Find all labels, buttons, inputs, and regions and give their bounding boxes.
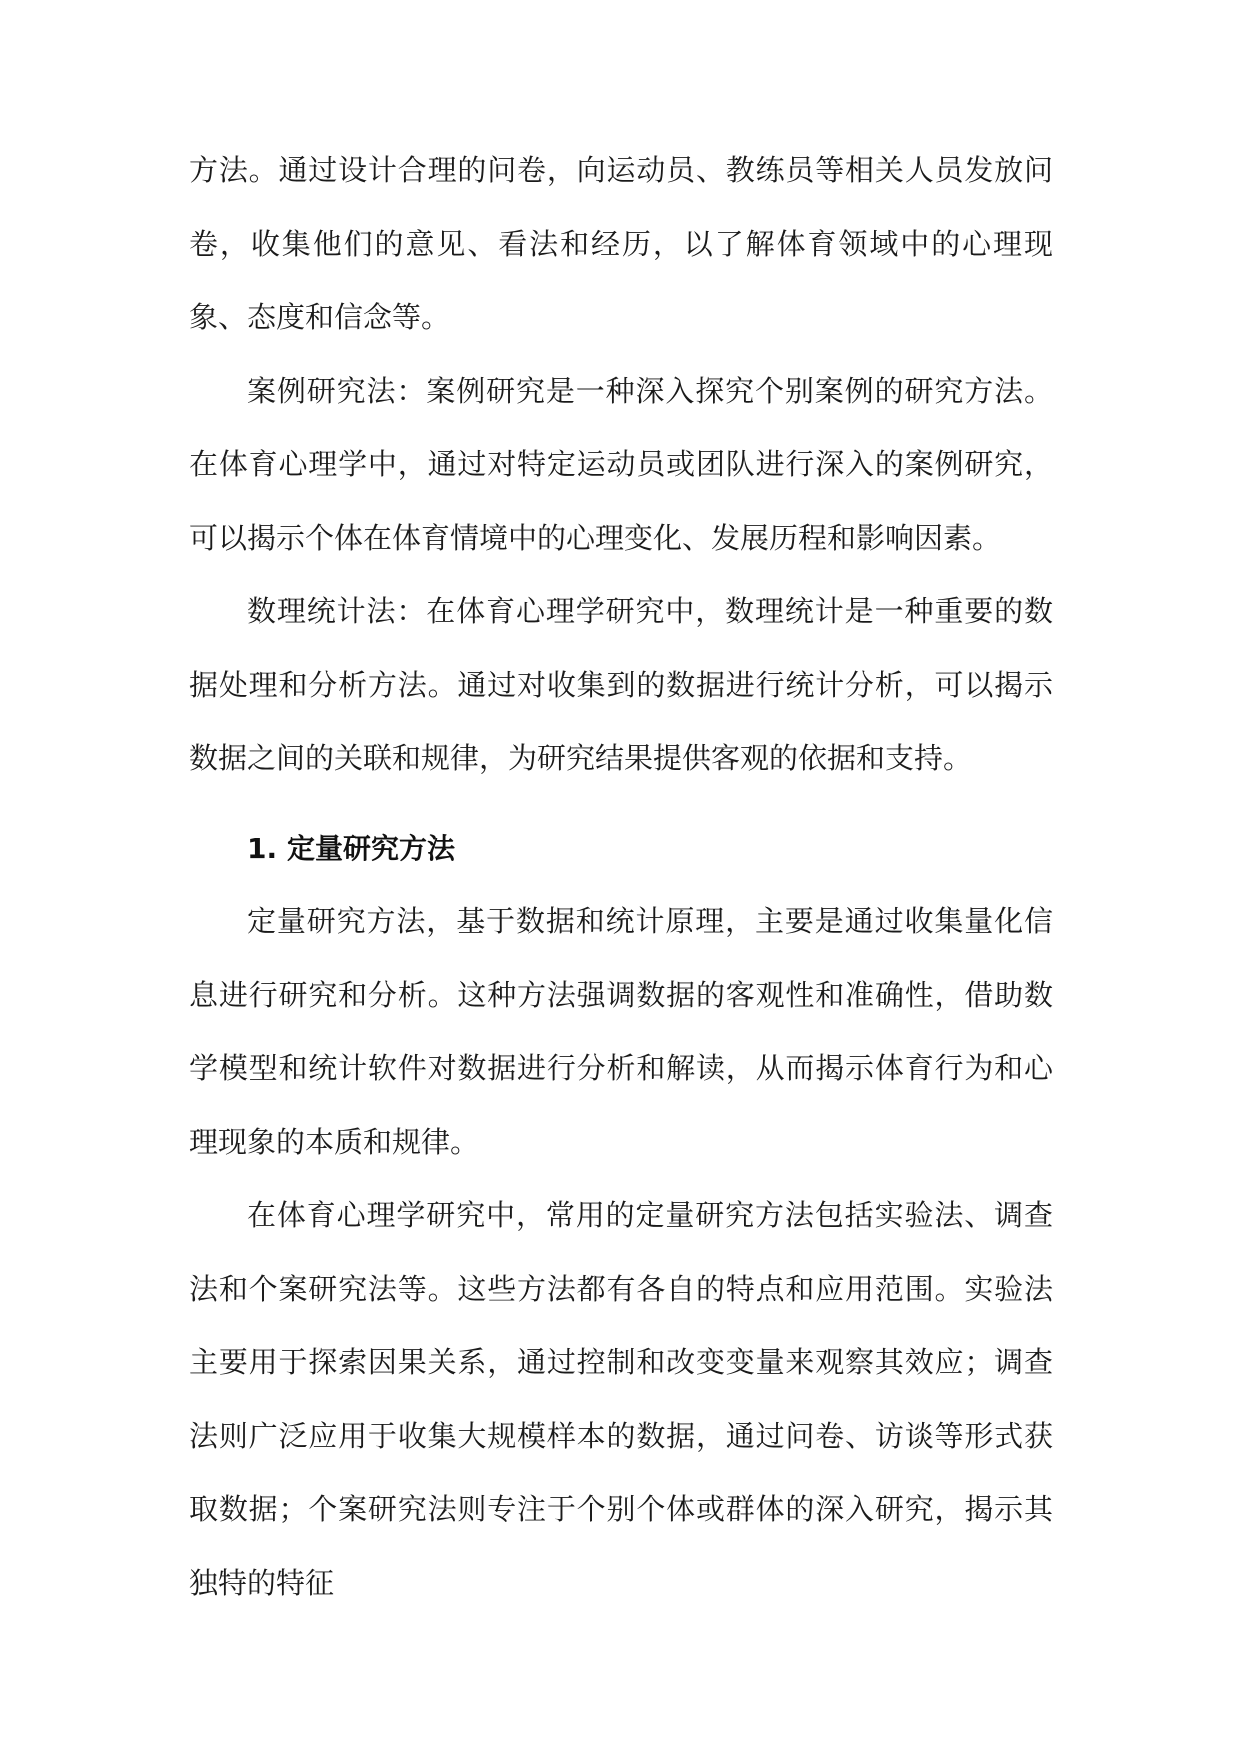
section-title: 定量研究方法 (287, 831, 456, 865)
paragraph-statistics: 数理统计法：在体育心理学研究中，数理统计是一种重要的数据处理和分析方法。通过对收集到的数据进行统计分析，可以揭示数据之间的关联和规律，为研究结果提供客观的依据和支持。 (189, 594, 1053, 775)
paragraph-case-study: 案例研究法：案例研究是一种深入探究个别案例的研究方法。在体育心理学中，通过对特定运动员或团队进行深入的案例研究，可以揭示个体在体育情境中的心理变化、发展历程和影响因素。 (189, 373, 1053, 555)
paragraph-quantitative-methods: 在体育心理学研究中，常用的定量研究方法包括实验法、调查法和个案研究法等。这些方法都有各自的特点和应用范围。实验法主要用于探索因果关系，通过控制和改变变量来观察其效应；调查法则广泛应用于收集大规模样本的数据，通过问卷、访谈等形式获取数据；个案研究法则专注于个别个体或群体的深入研究，揭示其独特的特征 (189, 1198, 1053, 1600)
paragraph-questionnaire-continued: 方法。通过设计合理的问卷，向运动员、教练员等相关人员发放问卷，收集他们的意见、看法和经历，以了解体育领域中的心理现象、态度和信念等。 (189, 153, 1053, 334)
paragraph-quantitative-intro: 定量研究方法，基于数据和统计原理，主要是通过收集量化信息进行研究和分析。这种方法强调数据的客观性和准确性，借助数学模型和统计软件对数据进行分析和解读，从而揭示体育行为和心理现象的本质和规律。 (189, 904, 1053, 1159)
section-heading (189, 812, 1053, 886)
document-body (189, 134, 1053, 1620)
section-number: 1. (247, 831, 278, 865)
